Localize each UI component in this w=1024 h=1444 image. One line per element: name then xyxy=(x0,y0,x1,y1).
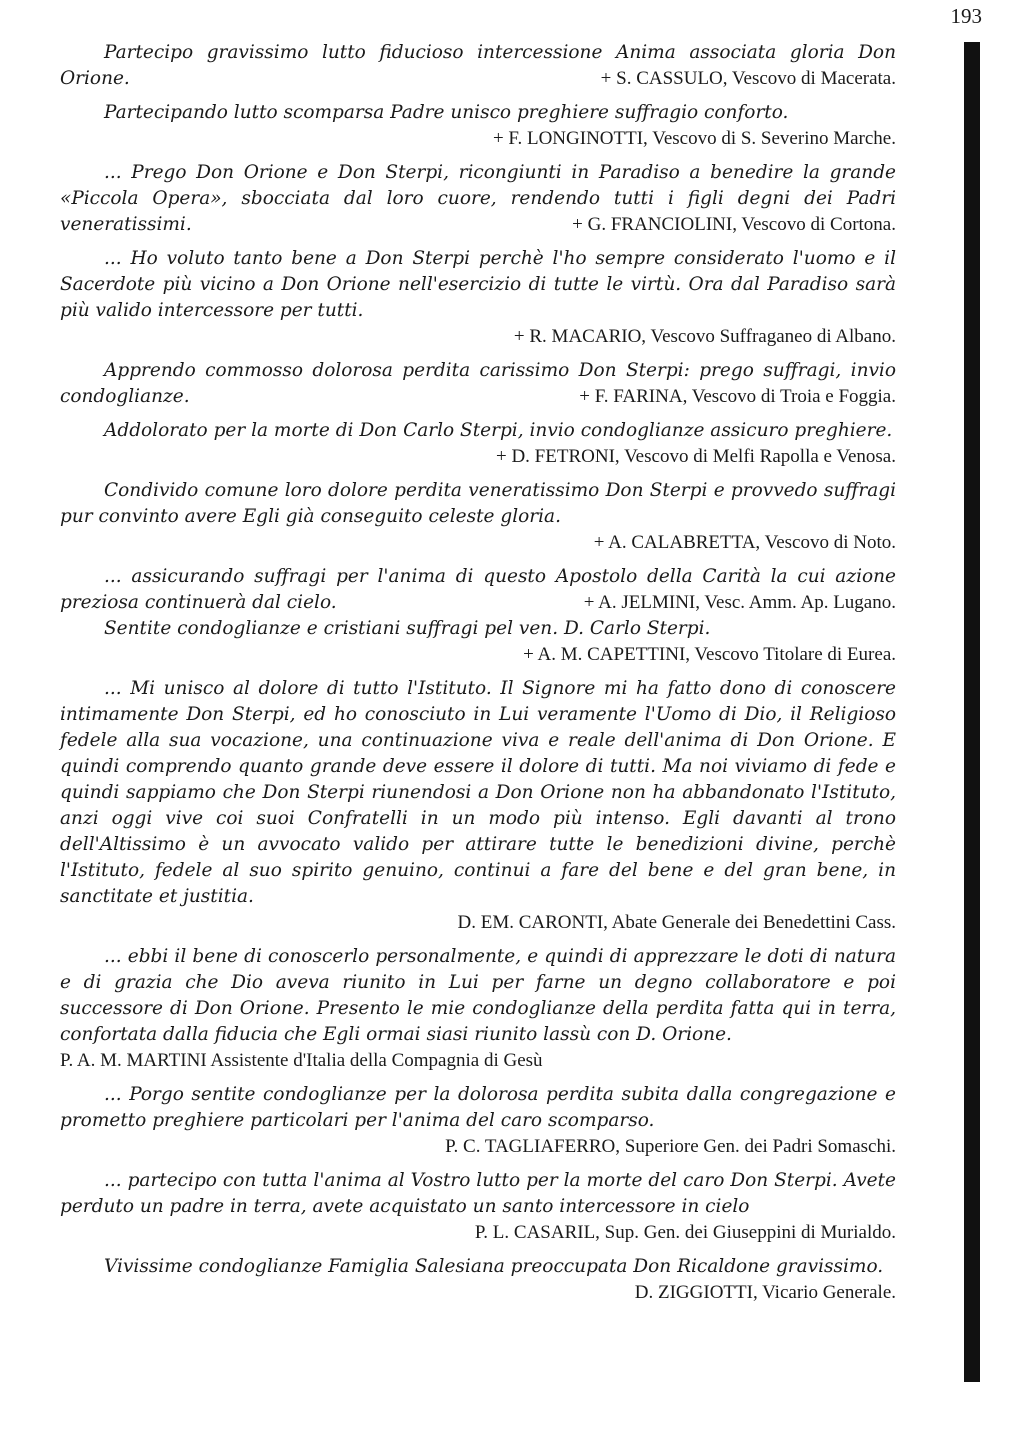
message-text: ... ebbi il bene di conoscerlo personalmente, e quindi di apprezzare le doti di natura e di grazia che Dio aveva riunito in Lui per farne un degno collaboratore e poi successore di Don Orione. Presento le mie condoglianze della perdita fatta qui in terra, confortata dalla fiducia che Egli ormai siasi riunito lassù con D. Orione. xyxy=(60,946,896,1045)
page-number: 193 xyxy=(950,4,982,28)
condolence-entry xyxy=(60,1082,896,1160)
condolence-entry xyxy=(60,564,896,616)
condolence-entry xyxy=(60,40,896,92)
signature: + A. CALABRETTA, Vescovo di Noto. xyxy=(593,532,896,553)
condolence-messages xyxy=(60,40,896,1314)
condolence-entry xyxy=(60,246,896,350)
message-text: Addolorato per la morte di Don Carlo Sterpi, invio condoglianze assicuro preghiere. + D. FETRONI, Vescovo di Melfi Rapolla e Venosa. xyxy=(60,418,896,444)
condolence-entry xyxy=(60,478,896,556)
condolence-entry xyxy=(60,100,896,152)
message-text: ... Ho voluto tanto bene a Don Sterpi perchè l'ho sempre considerato l'uomo e il Sacerdote più vicino a Don Orione nell'esercizio di tutte le virtù. Ora dal Paradiso sarà più valido intercessore per tutti. xyxy=(60,248,896,321)
signature: P. C. TAGLIAFERRO, Superiore Gen. dei Padri Somaschi. xyxy=(445,1136,896,1157)
condolence-entry xyxy=(60,358,896,410)
message-text: ... Prego Don Orione e Don Sterpi, ricongiunti in Paradiso a benedire la grande «Piccola Opera», sbocciata dal loro cuore, rendendo tutti i figli degni dei Padri veneratissimi. + G. FRANCIOLINI, Vescovo di Cortona. xyxy=(60,160,896,238)
signature: + R. MACARIO, Vescovo Suffraganeo di Albano. xyxy=(513,326,896,347)
signature: + G. FRANCIOLINI, Vescovo di Cortona. xyxy=(572,214,896,235)
condolence-entry xyxy=(60,944,896,1074)
condolence-entry xyxy=(60,676,896,936)
scan-edge-bar xyxy=(964,42,980,1382)
message-text: ... partecipo con tutta l'anima al Vostro lutto per la morte del caro Don Sterpi. Avete perduto un padre in terra, avete acquistato un santo intercessore in cielo P. L. CASARIL, Sup. Gen. dei Giuseppini di Murialdo. xyxy=(60,1168,896,1220)
signature: D. EM. CARONTI, Abate Generale dei Benedettini Cass. xyxy=(457,912,896,933)
signature: + D. FETRONI, Vescovo di Melfi Rapolla e Venosa. xyxy=(496,446,896,467)
message-text: ... assicurando suffragi per l'anima di questo Apostolo della Carità la cui azione preziosa continuerà dal cielo. + A. JELMINI, Vesc. Amm. Ap. Lugano. xyxy=(60,564,896,616)
signature: + A. M. CAPETTINI, Vescovo Titolare di Eurea. xyxy=(523,644,896,665)
message-text: ... Mi unisco al dolore di tutto l'Istituto. Il Signore mi ha fatto dono di conoscere intimamente Don Sterpi, ed ho conosciuto in Lui veramente l'Uomo di Dio, il Religioso fedele alla sua vocazione, una continuazione viva e reale dell'anima di Don Orione. E quindi comprendo quanto grande deve essere il dolore di tutti. Ma noi viviamo di fede e quindi sappiamo che Don Sterpi riunendosi a Don Orione non ha abbandonato l'Istituto, anzi oggi vive coi suoi Confratelli in un modo più intenso. Egli davanti al trono dell'Altissimo è un avvocato valido per attirare tutte le benedizioni divine, perchè l'Istituto, fedele al suo spirito genuino, continui a fare del bene e del gran bene, in sanctitate et justitia. xyxy=(60,678,896,907)
signature: + A. JELMINI, Vesc. Amm. Ap. Lugano. xyxy=(583,592,896,613)
condolence-entry xyxy=(60,1254,896,1306)
signature: + S. CASSULO, Vescovo di Macerata. xyxy=(600,68,896,89)
message-text: Vivissime condoglianze Famiglia Salesiana preoccupata Don Ricaldone gravissimo. D. ZIGGIOTTI, Vicario Generale. xyxy=(60,1254,896,1280)
condolence-entry xyxy=(60,418,896,470)
signature: D. ZIGGIOTTI, Vicario Generale. xyxy=(634,1282,896,1303)
message-text: Apprendo commosso dolorosa perdita carissimo Don Sterpi: prego suffragi, invio condoglianze. + F. FARINA, Vescovo di Troia e Foggia. xyxy=(60,358,896,410)
signature: P. L. CASARIL, Sup. Gen. dei Giuseppini di Murialdo. xyxy=(474,1222,896,1243)
message-text: ... Porgo sentite condoglianze per la dolorosa perdita subita dalla congregazione e prometto preghiere particolari per l'anima del caro scomparso. xyxy=(60,1084,896,1131)
signature: P. A. M. MARTINI Assistente d'Italia della Compagnia di Gesù xyxy=(60,1050,543,1071)
condolence-entry xyxy=(60,1168,896,1246)
message-text: Condivido comune loro dolore perdita veneratissimo Don Sterpi e provvedo suffragi pur convinto avere Egli già conseguito celeste gloria. xyxy=(60,480,896,527)
message-text: Partecipando lutto scomparsa Padre unisco preghiere suffragio conforto. xyxy=(104,102,789,123)
condolence-entry xyxy=(60,616,896,668)
message-text: Sentite condoglianze e cristiani suffragi pel ven. D. Carlo Sterpi. xyxy=(104,618,711,639)
signature: + F. FARINA, Vescovo di Troia e Foggia. xyxy=(579,386,896,407)
signature: + F. LONGINOTTI, Vescovo di S. Severino Marche. xyxy=(492,128,896,149)
message-text: Partecipo gravissimo lutto fiducioso intercessione Anima associata gloria Don Orione. + S. CASSULO, Vescovo di Macerata. xyxy=(60,40,896,92)
condolence-entry xyxy=(60,160,896,238)
